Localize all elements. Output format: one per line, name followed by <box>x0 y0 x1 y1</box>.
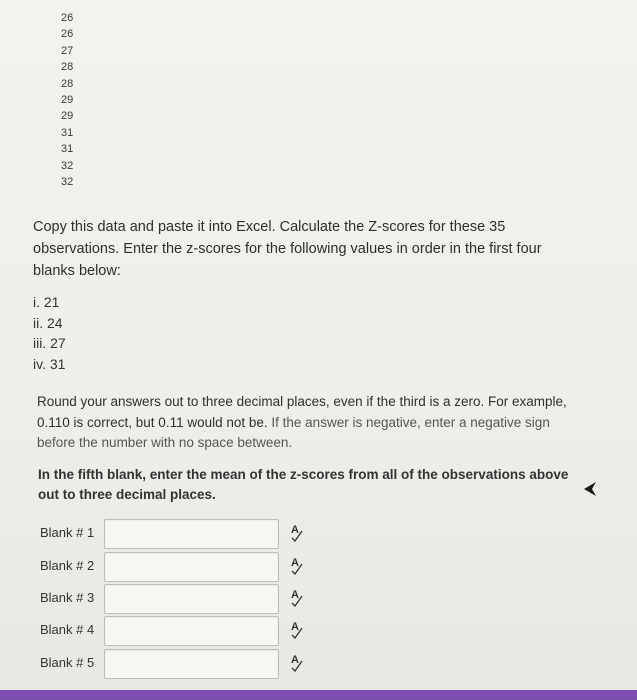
data-value: 29 <box>61 93 74 106</box>
value-item: iii. 27 <box>33 335 66 351</box>
data-value: 27 <box>61 44 74 57</box>
rounding-instructions <box>37 392 572 454</box>
value-item: ii. 24 <box>33 314 63 331</box>
fifth-blank-note: In the fifth blank, enter the mean of the z-scores from all of the observations above out to three decimal places. <box>38 467 569 502</box>
blank-label: Blank # 1 <box>40 525 95 540</box>
blank-input-2[interactable] <box>104 552 279 582</box>
bottom-bar <box>0 690 637 700</box>
blank-label: Blank # 2 <box>40 558 95 573</box>
data-value: 31 <box>61 126 74 139</box>
negative-note: If the answer is negative, enter a negative sign before the number with no space between. <box>37 414 550 450</box>
data-value: 28 <box>61 77 74 90</box>
data-value: 26 <box>61 28 74 41</box>
blank-label: Blank # 3 <box>40 590 95 605</box>
rounding-note: Round your answers out to three decimal places, even if the third is a zero. For example, 0.110 is correct, but 0.11 would not be. <box>37 394 567 430</box>
blank-input-4[interactable] <box>104 616 279 646</box>
spellcheck-icon[interactable]: A <box>290 656 304 672</box>
data-value: 31 <box>61 143 74 156</box>
data-value: 32 <box>61 175 74 188</box>
data-value: 32 <box>61 159 74 172</box>
spellcheck-icon[interactable]: A <box>290 623 304 639</box>
mouse-cursor-icon <box>583 481 597 497</box>
spellcheck-icon[interactable]: A <box>290 591 304 607</box>
blank-label: Blank # 5 <box>40 655 95 670</box>
instructions-text: Copy this data and paste it into Excel. Calculate the Z-scores for these 35 observations. Enter the z-scores for the following values in order in the first four blanks below: <box>33 219 542 279</box>
data-value: 28 <box>61 61 74 74</box>
values-list <box>33 292 66 374</box>
spellcheck-icon[interactable]: A <box>290 559 304 575</box>
value-item: iv. 31 <box>33 355 66 372</box>
data-value: 29 <box>61 110 74 123</box>
data-value: 26 <box>61 12 74 24</box>
blank-label: Blank # 4 <box>40 622 95 637</box>
value-item: i. 21 <box>33 294 60 310</box>
spellcheck-icon[interactable]: A <box>290 526 304 542</box>
blank-input-5[interactable] <box>104 649 279 679</box>
data-values-list <box>61 10 91 190</box>
blank-input-3[interactable] <box>104 584 279 614</box>
blank-input-1[interactable] <box>104 519 279 549</box>
